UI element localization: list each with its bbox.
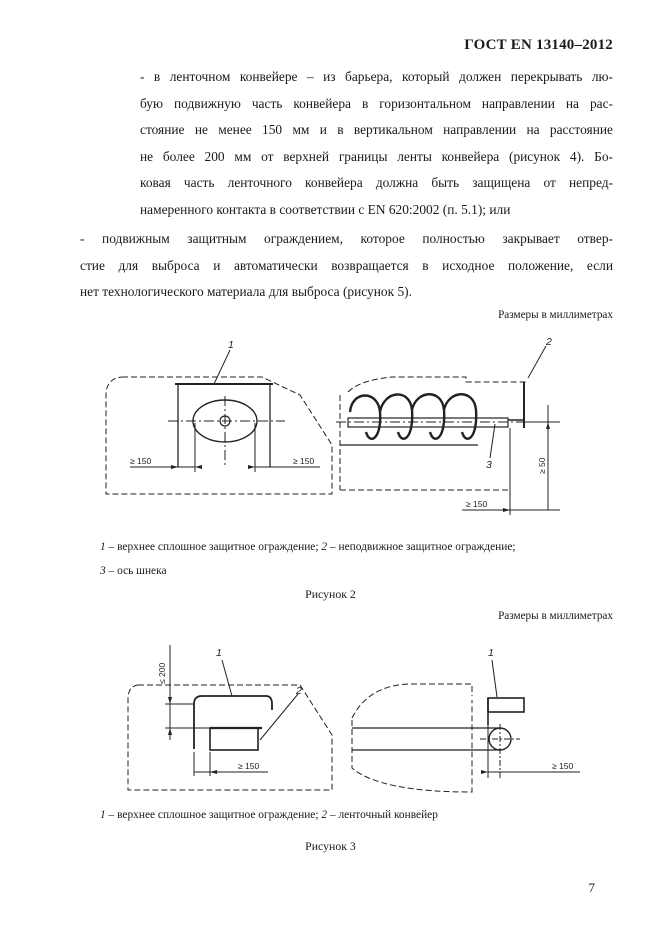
text-line: стие для выброса и автоматически возвращается в исходное положение, если bbox=[80, 257, 613, 273]
fig2-label-3: 3 bbox=[486, 459, 492, 471]
fig2-label-2: 2 bbox=[546, 336, 552, 348]
figure3-caption bbox=[100, 809, 438, 821]
fig3-guard-arm bbox=[488, 698, 524, 712]
fig3-dim-right: ≥ 150 bbox=[552, 761, 574, 771]
text-line: нет технологического материала для выброса (рисунок 5). bbox=[80, 284, 412, 299]
figure2-dimensions-note: Размеры в миллиметрах bbox=[498, 309, 613, 321]
caption-num: 2 bbox=[321, 541, 328, 553]
caption-num: 3 bbox=[100, 565, 106, 577]
fig2-dim-right: ≥ 150 bbox=[293, 456, 315, 466]
fig3-left-casing bbox=[128, 685, 332, 790]
figure3-dimensions-note: Размеры в миллиметрах bbox=[498, 610, 613, 622]
text-line: не более 200 мм от верхней границы ленты конвейера (рисунок 4). Бо- bbox=[140, 148, 613, 164]
fig2-dim-bottom: ≥ 150 bbox=[466, 499, 488, 509]
text-line: стояние не менее 150 мм и в вертикальном направлении на расстояние bbox=[140, 122, 613, 137]
text-line: намеренного контакта в соответствии с EN 620:2002 (п. 5.1); или bbox=[140, 201, 511, 217]
fig3-belt-conveyor bbox=[210, 728, 258, 750]
figure2-title: Рисунок 2 bbox=[305, 587, 356, 601]
figure3-title: Рисунок 3 bbox=[305, 839, 356, 853]
fig2-dim-vert: ≥ 50 bbox=[537, 457, 547, 474]
fig3-upper-guard bbox=[194, 696, 272, 749]
text-line: - в ленточном конвейере – из барьера, который должен перекрывать лю- bbox=[140, 69, 613, 84]
fig3-label-2: 2 bbox=[296, 685, 302, 697]
fig3-label-1b: 1 bbox=[488, 647, 494, 659]
fig3-label-1: 1 bbox=[216, 647, 222, 659]
fig3-dim-left: ≥ 150 bbox=[238, 761, 260, 771]
caption-num: 1 bbox=[100, 809, 106, 821]
fig3-dim-vert: ≤ 200 bbox=[157, 662, 167, 684]
caption-text: – верхнее сплошное защитное ограждение; bbox=[105, 809, 322, 821]
text-line: ковая часть ленточного конвейера должна быть защищена от непред- bbox=[140, 175, 613, 190]
document-header: ГОСТ EN 13140–2012 bbox=[464, 37, 613, 53]
text-line: бую подвижную часть конвейера в горизонтальном направлении на рас- bbox=[140, 95, 613, 111]
caption-num: 2 bbox=[321, 809, 328, 821]
caption-text: – ось шнека bbox=[105, 565, 167, 577]
page-number: 7 bbox=[588, 880, 595, 895]
caption-text: – верхнее сплошное защитное ограждение; bbox=[105, 541, 322, 553]
caption-num: 1 bbox=[100, 541, 106, 553]
fig2-label-1: 1 bbox=[228, 339, 234, 351]
fig3-right-casing bbox=[352, 684, 472, 718]
caption-text: – ленточный конвейер bbox=[327, 809, 438, 821]
text-line: - подвижным защитным ограждением, которое полностью закрывает отвер- bbox=[80, 231, 613, 246]
fig2-dim-left: ≥ 150 bbox=[130, 456, 152, 466]
caption-text: – неподвижное защитное ограждение; bbox=[327, 541, 516, 553]
